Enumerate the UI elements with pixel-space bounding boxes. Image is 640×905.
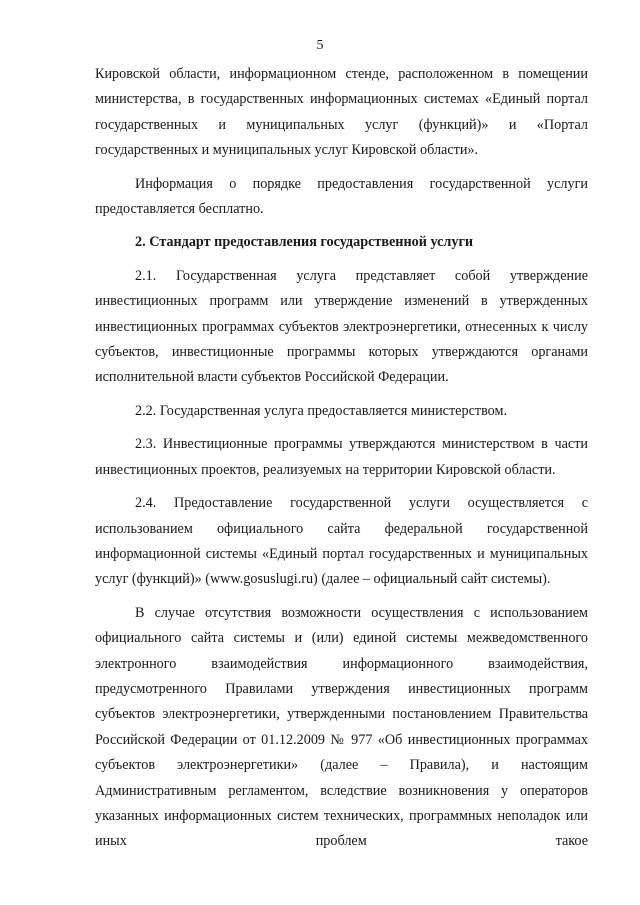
paragraph-intro-continuation: Кировской области, информационном стенде, расположенном в помещении министерства, в государственных информационных системах «Единый портал государственных и муниципальных услуг (функций)» и «Портал государственных и муниципальных услуг Кировской области».: [95, 66, 588, 159]
section-heading: 2. Стандарт предоставления государственной услуги: [135, 234, 474, 251]
paragraph-2-4: 2.4. Предоставление государственной услуги осуществляется с использованием официального сайта федеральной государственной информационной системы «Единый портал государственных и муниципальных услуг (функций)» (www.gosuslugi.ru) (далее – официальный сайт системы).: [95, 495, 588, 588]
paragraph-2-2: 2.2. Государственная услуга предоставляется министерством.: [135, 402, 508, 419]
paragraph-2-1: 2.1. Государственная услуга представляет собой утверждение инвестиционных программ или утверждение изменений в утвержденных инвестиционных программах субъектов электроэнергетики, отнесенных к числу субъектов, инвестиционные программы которых утверждаются органами исполнительной власти субъектов Российской Федерации.: [95, 267, 588, 386]
paragraph-unavailability: В случае отсутствия возможности осуществления с использованием официального сайта системы и (или) единой системы межведомственного электронного взаимодействия информационного взаимодействия, предусмотренного Правилами утверждения инвестиционных программ субъектов электроэнергетики, утвержденными постановлением Правительства Российской Федерации от 01.12.2009 № 977 «Об инвестиционных программах субъектов электроэнергетики» (далее – Правила), и настоящим Административным регламентом, вследствие возникновения у операторов указанных информационных систем технических, программных неполадок или иных проблем такое: [95, 604, 588, 850]
document-body: [95, 62, 588, 855]
paragraph-free-information: Информация о порядке предоставления государственной услуги предоставляется бесплатно.: [95, 175, 588, 218]
paragraph-2-3: 2.3. Инвестиционные программы утверждаются министерством в части инвестиционных проектов, реализуемых на территории Кировской области.: [95, 436, 588, 478]
page-number: 5: [316, 38, 324, 53]
